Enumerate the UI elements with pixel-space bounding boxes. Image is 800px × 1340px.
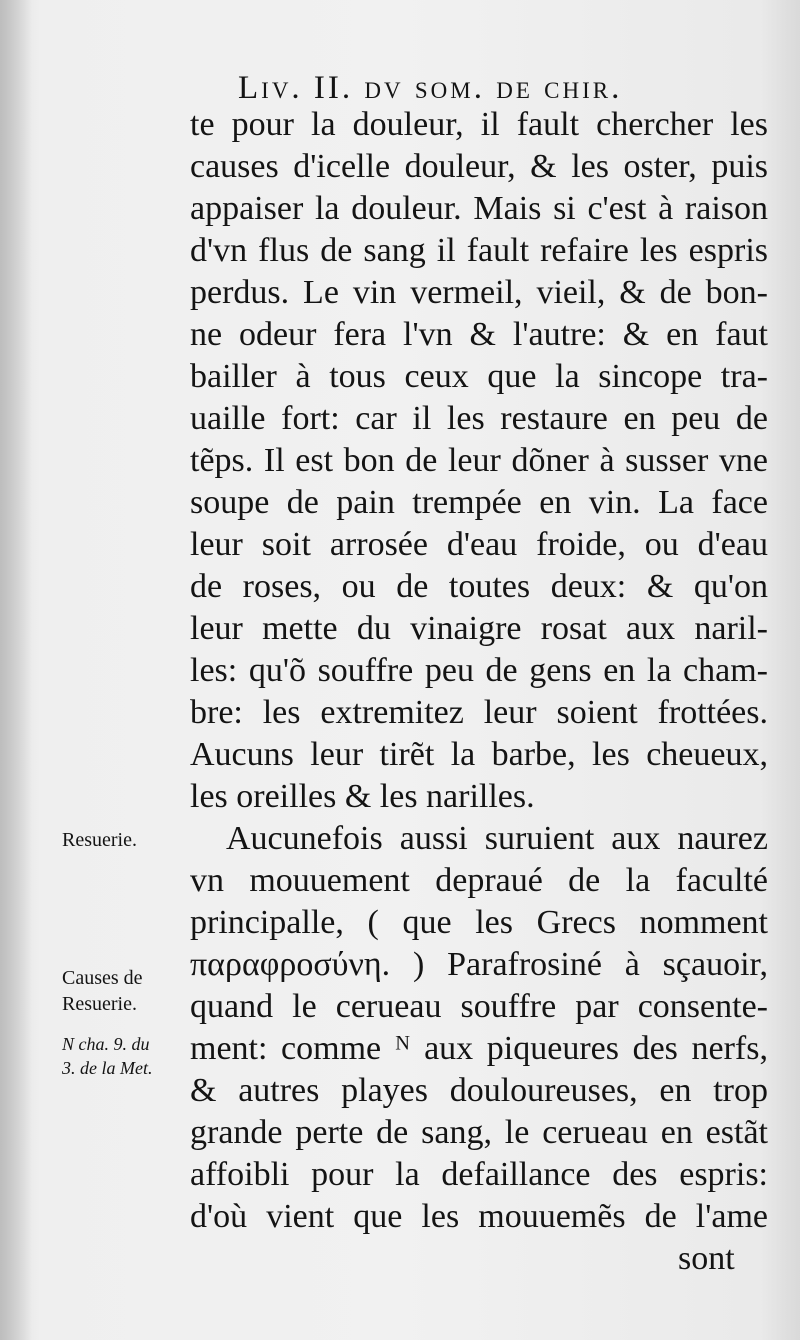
text-line: παραφροσύνη. ) Parafrosiné à sçauoir, <box>190 946 768 983</box>
text-line: quand le cerueau souffre par consente- <box>190 988 768 1025</box>
text-line: les: qu'õ souffre peu de gens en la cham- <box>190 652 768 689</box>
text-line: ne odeur fera l'vn & l'autre: & en faut <box>190 316 768 353</box>
margin-note: 3. de la Met. <box>62 1058 153 1078</box>
text-line: te pour la douleur, il fault chercher les <box>190 106 768 143</box>
text-line: Aucuns leur tirẽt la barbe, les cheueux, <box>190 736 768 773</box>
text-line: ment: comme ᴺ aux piqueures des nerfs, <box>190 1030 768 1067</box>
text-line: bailler à tous ceux que la sincope tra- <box>190 358 768 395</box>
body-text <box>190 104 768 1238</box>
text-line: leur mette du vinaigre rosat aux naril- <box>190 610 768 647</box>
text-line: causes d'icelle douleur, & les oster, puis <box>190 148 768 185</box>
text-line: bre: les extremitez leur soient frottées. <box>190 694 768 731</box>
text-line: grande perte de sang, le cerueau en estãt <box>190 1114 768 1151</box>
gutter-shadow <box>0 0 32 1340</box>
text-line: perdus. Le vin vermeil, vieil, & de bon- <box>190 274 768 311</box>
text-line: Aucunefois aussi suruient aux naurez <box>226 820 768 857</box>
catchword: sont <box>678 1240 735 1277</box>
margin-note: Resuerie. <box>62 829 137 851</box>
margin-note: Causes de <box>62 967 143 989</box>
text-line: de roses, ou de toutes deux: & qu'on <box>190 568 768 605</box>
text-line: principalle, ( que les Grecs nomment <box>190 904 768 941</box>
margin-note: Resuerie. <box>62 993 137 1015</box>
text-line: uaille fort: car il les restaure en peu de <box>190 400 768 437</box>
text-line: d'vn flus de sang il fault refaire les espris <box>190 232 768 269</box>
text-line: soupe de pain trempée en vin. La face <box>190 484 768 521</box>
text-line: tẽps. Il est bon de leur dõner à susser vne <box>190 442 768 479</box>
text-line: appaiser la douleur. Mais si c'est à raison <box>190 190 768 227</box>
text-line: leur soit arrosée d'eau froide, ou d'eau <box>190 526 768 563</box>
text-line: vn mouuement depraué de la faculté <box>190 862 768 899</box>
running-head: Liv. II. dv som. de chir. <box>238 70 623 106</box>
text-line: d'où vient que les mouuemẽs de l'ame <box>190 1198 768 1235</box>
text-line: & autres playes douloureuses, en trop <box>190 1072 768 1109</box>
margin-note: N cha. 9. du <box>62 1034 150 1054</box>
text-line: les oreilles & les narilles. <box>190 778 535 815</box>
text-line: affoibli pour la defaillance des espris: <box>190 1156 768 1193</box>
